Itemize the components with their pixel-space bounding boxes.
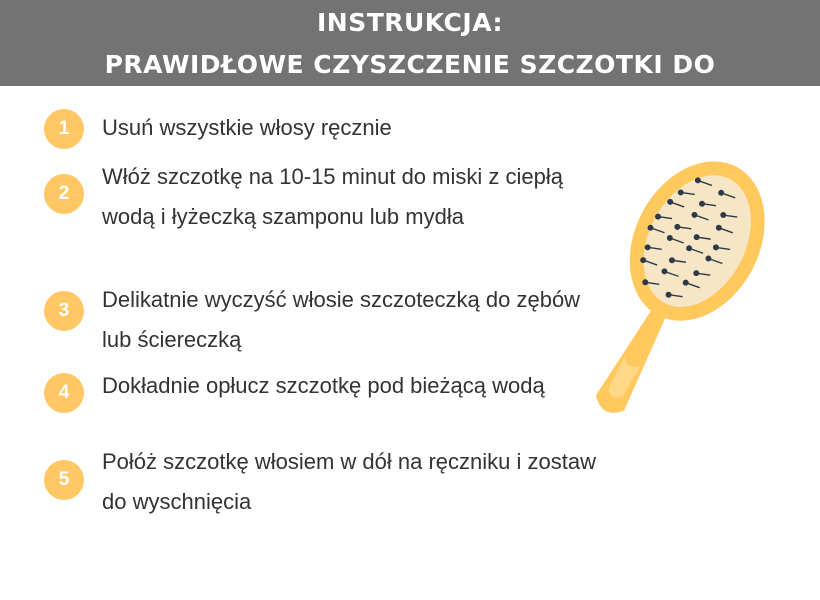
bristle-tip xyxy=(641,258,646,263)
bristle-tip xyxy=(666,292,671,297)
bristle-tip xyxy=(656,214,661,219)
step-text: Usuń wszystkie włosy ręcznie xyxy=(102,115,392,140)
bristle-tip xyxy=(717,226,722,231)
bristle-tip xyxy=(668,236,673,241)
bristle-tip xyxy=(700,201,705,206)
step-text: Włóż szczotkę na 10-15 minut do miski z ciepłą wodą i łyżeczką szamponu lub mydła xyxy=(102,164,563,229)
bristle-tip xyxy=(696,178,701,183)
bristle-tip xyxy=(692,213,697,218)
bristle-tip xyxy=(662,269,667,274)
bristle-tip xyxy=(694,271,699,276)
bristle-tip xyxy=(714,245,719,250)
bristle-tip xyxy=(678,190,683,195)
bristle-tip xyxy=(687,246,692,251)
bristle-tip xyxy=(706,256,711,261)
step-number-badge: 4 xyxy=(44,373,84,413)
bristle-tip xyxy=(643,280,648,285)
bristle-tip xyxy=(648,225,653,230)
page-header xyxy=(0,0,820,86)
bristle-tip xyxy=(675,225,680,230)
step-text: Dokładnie opłucz szczotkę pod bieżącą wodą xyxy=(102,373,545,398)
bristle-tip xyxy=(645,245,650,250)
bristle-tip xyxy=(721,213,726,218)
bristle-tip xyxy=(668,200,673,205)
step-text: Połóż szczotkę włosiem w dół na ręczniku i zostaw do wyschnięcia xyxy=(102,449,596,514)
bristle-tip xyxy=(719,191,724,196)
bristle-tip xyxy=(683,280,688,285)
header-title-line-2: PRAWIDŁOWE CZYSZCZENIE SZCZOTKI DO xyxy=(104,50,716,79)
hairbrush-icon xyxy=(578,158,778,438)
step-number-badge: 1 xyxy=(44,109,84,149)
step-number-badge: 3 xyxy=(44,291,84,331)
step-number-badge: 2 xyxy=(44,174,84,214)
bristle-tip xyxy=(670,258,675,263)
step-number-badge: 5 xyxy=(44,460,84,500)
bristle-tip xyxy=(694,235,699,240)
header-title-line-1: INSTRUKCJA: xyxy=(316,8,504,37)
step-text: Delikatnie wyczyść włosie szczoteczką do zębów lub ściereczką xyxy=(102,287,581,352)
